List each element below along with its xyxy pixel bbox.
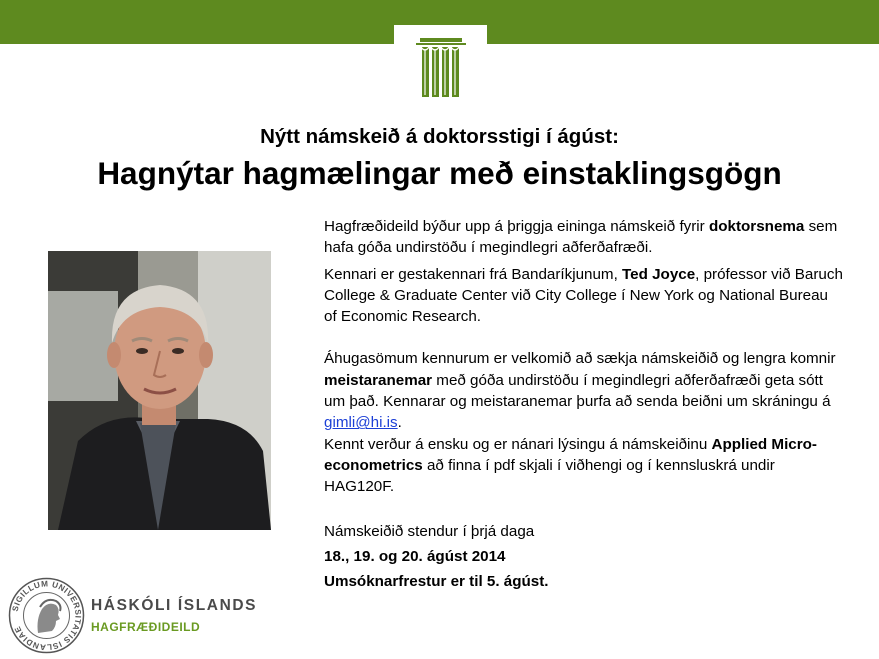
eligibility-highlight: meistaranemar — [324, 371, 433, 389]
email-link[interactable]: gimli@hi.is — [324, 414, 398, 432]
eligibility-text-1: Áhugasömum kennurum er velkomið að sækja námskeiðið og lengra komnir — [324, 350, 836, 368]
intro-text-1: Hagfræðideild býður upp á þriggja eininga námskeið fyrir — [324, 218, 709, 235]
department-name: HAGFRÆÐIDEILD — [91, 620, 201, 634]
instructor-name: Ted Joyce — [622, 265, 696, 283]
seal-text: SIGILLUM UNIVERSITATIS ISLANDIAE — [10, 579, 83, 652]
language-text-1: Kennt verður á ensku og er nánari lýsingu á námskeiðinu — [324, 435, 712, 453]
headline-subtitle: Nýtt námskeið á doktorsstigi í ágúst: — [260, 125, 619, 148]
university-name: HÁSKÓLI ÍSLANDS — [91, 597, 258, 614]
instructor-paragraph — [324, 264, 844, 328]
instructor-text-2: , prófessor við Baruch College & Graduate Center við City College í New York og National Bureau of Economic Research. — [324, 265, 843, 326]
eligibility-text-2: með góða undirstöðu í megindlegri aðferðafræði geta sótt um það. Kennarar og meistaranemar þurfa að senda beiðni um skráningu á — [324, 371, 831, 411]
headline-title: Hagnýtar hagmælingar með einstaklingsgögn — [97, 155, 782, 191]
schedule-block — [324, 519, 844, 594]
eligibility-text-3: . — [397, 414, 402, 432]
intro-text-2: sem hafa góða undirstöðu í megindlegri aðferðafræði. — [324, 218, 838, 257]
course-name: Applied Micro-econometrics — [324, 435, 817, 474]
portrait-photo — [48, 251, 271, 530]
deadline-line: Umsóknarfrestur er til 5. ágúst. — [324, 572, 549, 590]
eligibility-paragraph — [324, 348, 844, 433]
university-columns-icon — [394, 25, 487, 99]
announcement-text — [324, 216, 844, 594]
dates-line: 18., 19. og 20. ágúst 2014 — [324, 547, 506, 565]
language-paragraph — [324, 434, 844, 498]
language-text-2: að finna í pdf skjali í viðhengi og í kennsluskrá undir HAG120F. — [324, 456, 775, 496]
university-seal-icon — [8, 577, 85, 654]
intro-paragraph — [324, 216, 844, 259]
instructor-text-1: Kennari er gestakennari frá Bandaríkjunum, — [324, 265, 623, 283]
duration-line: Námskeiðið stendur í þrjá daga — [324, 522, 535, 540]
intro-highlight: doktorsnema — [708, 218, 805, 235]
